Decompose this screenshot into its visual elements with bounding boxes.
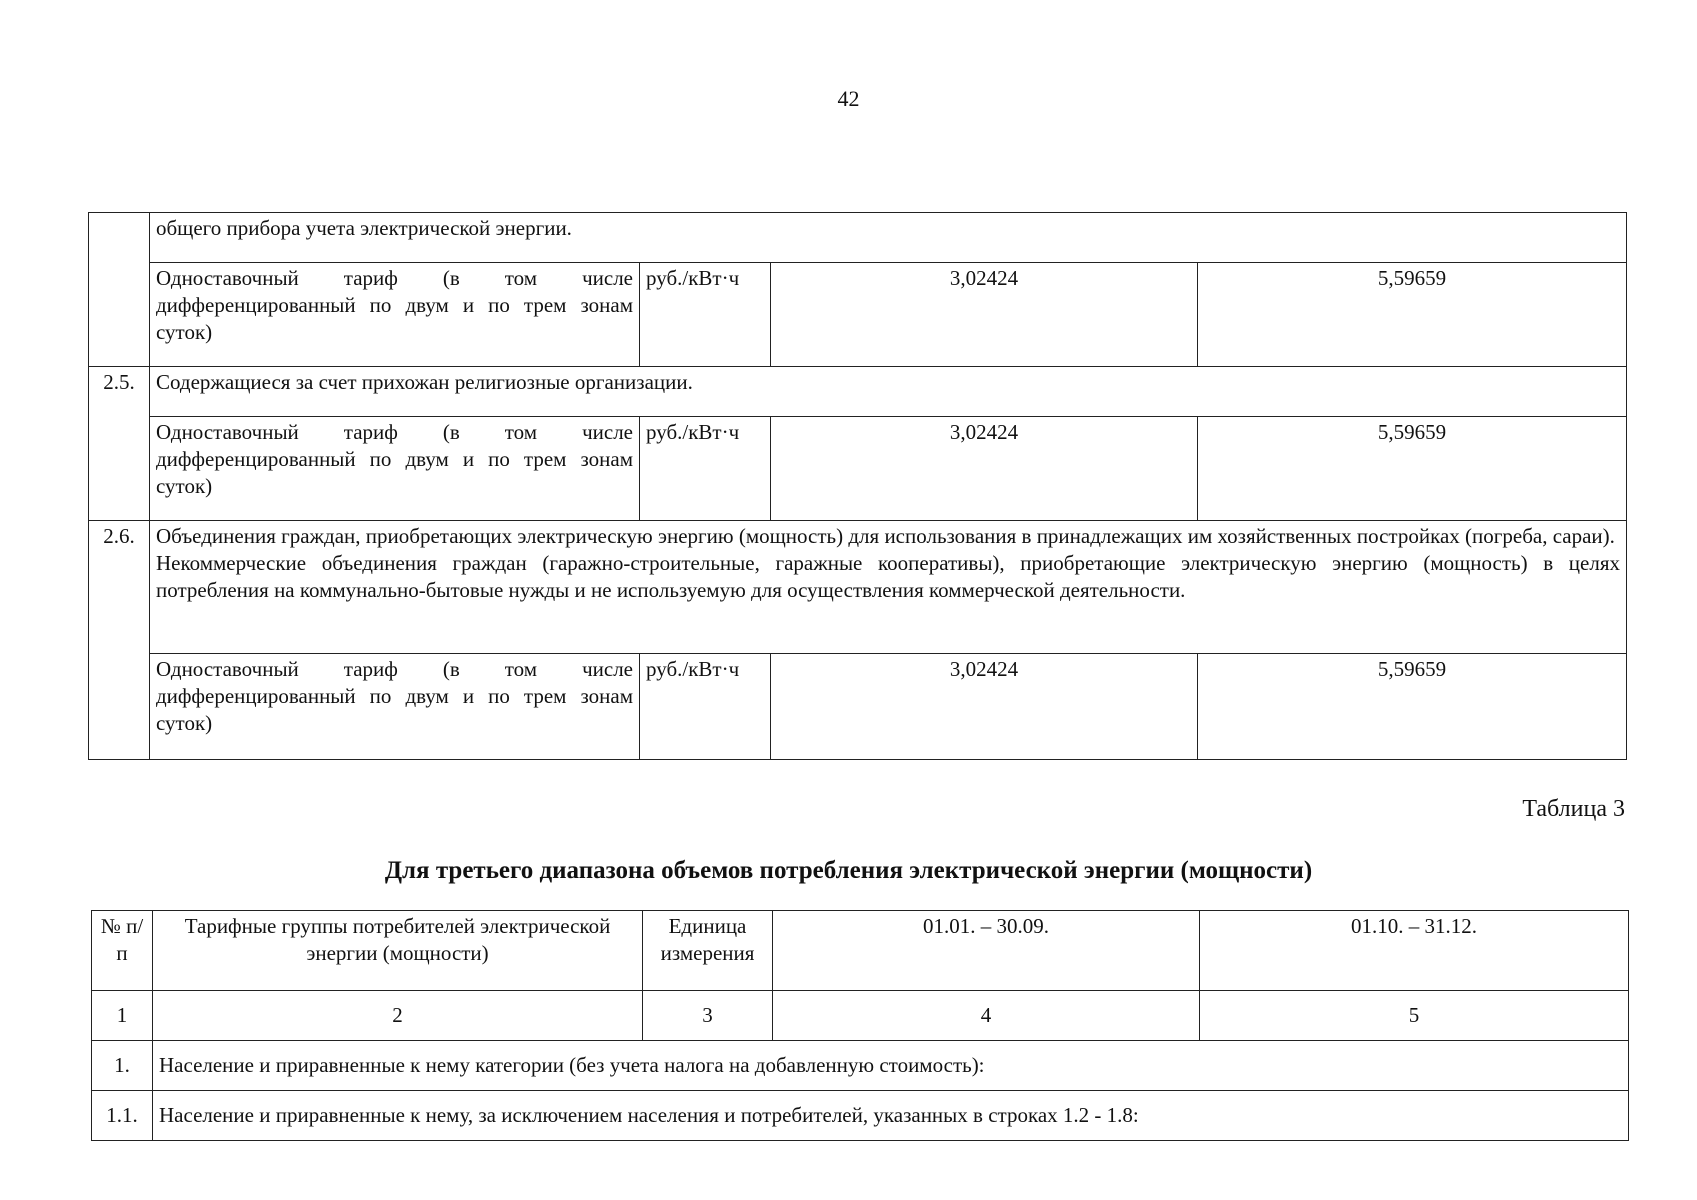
- tariff-value-period-2: 5,59659: [1198, 263, 1627, 367]
- unit-cell: руб./кВт·ч: [640, 417, 771, 521]
- header-num: № п/п: [92, 911, 153, 991]
- row-number-cell: 1.1.: [92, 1091, 153, 1141]
- header-groups: Тарифные группы потребителей электрической энергии (мощности): [153, 911, 643, 991]
- unit-cell: руб./кВт·ч: [640, 263, 771, 367]
- table-row: [89, 263, 1627, 367]
- row-number-cell: 2.5.: [89, 367, 150, 521]
- group-description: Содержащиеся за счет прихожан религиозные организации.: [150, 367, 1627, 417]
- header-period-2: 01.10. – 31.12.: [1200, 911, 1629, 991]
- tariff-value-period-1: 3,02424: [771, 263, 1198, 367]
- table-row: [92, 1091, 1629, 1141]
- table-caption: Таблица 3: [1522, 796, 1625, 822]
- tariff-value-period-2: 5,59659: [1198, 417, 1627, 521]
- row-number-cell: 1.: [92, 1041, 153, 1091]
- tariff-label: Одноставочный тариф (в том числе дифференцированный по двум и по трем зонам суток): [150, 263, 640, 367]
- group-description-paragraph: Объединения граждан, приобретающих электрическую энергию (мощность) для использования в принадлежащих им хозяйственных постройках (погреба, сараи).: [156, 524, 1615, 548]
- column-number: 1: [92, 991, 153, 1041]
- column-number: 3: [643, 991, 773, 1041]
- table-row: [89, 367, 1627, 417]
- row-number-cell: 2.6.: [89, 521, 150, 760]
- header-period-1: 01.01. – 30.09.: [773, 911, 1200, 991]
- column-number: 2: [153, 991, 643, 1041]
- column-number: 5: [1200, 991, 1629, 1041]
- table-title: Для третьего диапазона объемов потребления электрической энергии (мощности): [384, 857, 1313, 884]
- group-description-paragraph: Некоммерческие объединения граждан (гаражно-строительные, гаражные кооперативы), приобретающие электрическую энергию (мощность) в целях потребления на коммунально-бытовые нужды и не используемую для осуществления коммерческой деятельности.: [156, 551, 1620, 602]
- table-header-row: [92, 911, 1629, 991]
- tariff-label: Одноставочный тариф (в том числе дифференцированный по двум и по трем зонам суток): [150, 417, 640, 521]
- table-row: [92, 1041, 1629, 1091]
- table-row: [89, 213, 1627, 263]
- group-description: Население и приравненные к нему категории (без учета налога на добавленную стоимость):: [153, 1041, 1629, 1091]
- tariff-value-period-1: 3,02424: [771, 654, 1198, 760]
- column-number-row: [92, 991, 1629, 1041]
- table-row: [89, 521, 1627, 654]
- page-number: 42: [837, 86, 860, 111]
- tariff-table-3: [91, 910, 1629, 1141]
- table-row: [89, 417, 1627, 521]
- unit-cell: руб./кВт·ч: [640, 654, 771, 760]
- group-description: Население и приравненные к нему, за исключением населения и потребителей, указанных в строках 1.2 - 1.8:: [153, 1091, 1629, 1141]
- table-row: [89, 654, 1627, 760]
- header-unit: Единица измерения: [643, 911, 773, 991]
- group-description: общего прибора учета электрической энергии.: [150, 213, 1627, 263]
- tariff-table-continued: [88, 212, 1627, 760]
- tariff-value-period-2: 5,59659: [1198, 654, 1627, 760]
- column-number: 4: [773, 991, 1200, 1041]
- tariff-label: Одноставочный тариф (в том числе дифференцированный по двум и по трем зонам суток): [150, 654, 640, 760]
- tariff-value-period-1: 3,02424: [771, 417, 1198, 521]
- row-number-cell: [89, 213, 150, 367]
- group-description: [150, 521, 1627, 654]
